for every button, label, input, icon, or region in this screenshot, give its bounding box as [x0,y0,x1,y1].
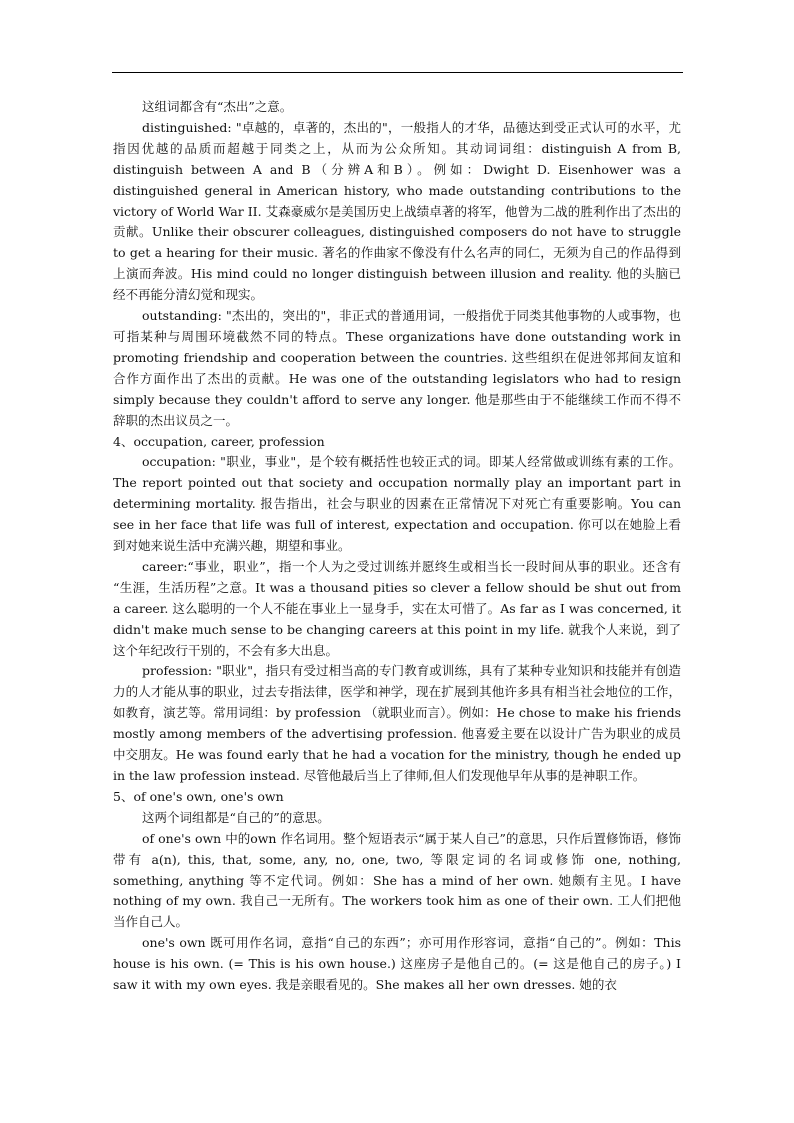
paragraph-of-ones-own: of one's own 中的own 作名词用。整个短语表示“属于某人自己”的意思，只作后置修饰语，修饰带有 a(n), this, that, some, any, no, one, two, 等限定词的名词或修饰 one, nothing, something, anything 等不定代词。例如：She has a mind of her own. 她颇有主见。I have nothing of my own. 我自己一无所有。The workers took him as one of their own. 工人们把他当作自己人。 [113,830,681,930]
paragraph-intro: 这组词都含有“杰出”之意。 [142,99,293,114]
paragraph-distinguished: distinguished: "卓越的，卓著的，杰出的"，一般指人的才华，品德达到受正式认可的水平，尤指因优越的品质而超越于同类之上，从而为公众所知。其动词词组：distinguish A from B, distinguish between A and B（分辨A和B）。例如：Dwight D. Eisenhower was a distinguished general in American history, who made outstanding contributions to the victory of World War II. 艾森豪威尔是美国历史上战绩卓著的将军，他曾为二战的胜利作出了杰出的贡献。Unlike their obscurer colleagues, distinguished composers do not have to struggle to get a hearing for their music. 著名的作曲家不像没有什么名声的同仁，无须为自己的作品得到上演而奔波。His mind could no longer distinguish between illusion and reality. 他的头脑已经不再能分清幻觉和现实。 [113,119,681,303]
paragraph-career: career:“事业，职业”，指一个人为之受过训练并愿终生或相当长一段时间从事的职业。还含有 “生涯，生活历程”之意。It was a thousand pities so clever a fellow should be shut out from a career. 这么聪明的一个人不能在事业上一显身手，实在太可惜了。As far as I was concerned, it didn't make much sense to be changing careers at this point in my life. 就我个人来说，到了这个年纪改行干别的，不会有多大出息。 [113,558,681,658]
document-body [113,97,681,996]
header-rule [112,72,683,73]
paragraph-own-intro: 这两个词组都是“自己的”的意思。 [142,809,330,825]
section-heading-4: 4、occupation, career, profession [113,433,325,449]
paragraph-outstanding: outstanding: "杰出的，突出的"，非正式的普通用词，一般指优于同类其他事物的人或事物，也可指某种与周围环境截然不同的特点。These organizations have done outstanding work in promoting friendship and cooperation between the countries. 这些组织在促进邻邦间友谊和合作方面作出了杰出的贡献。He was one of the outstanding legislators who had to resign simply because they couldn't afford to serve any longer. 他是那些由于不能继续工作而不得不辞职的杰出议员之一。 [113,308,681,428]
paragraph-occupation: occupation: "职业，事业"，是个较有概括性也较正式的词。即某人经常做或训练有素的工作。The report pointed out that society and occupation normally play an important part in determining mortality. 报告指出，社会与职业的因素在正常情况下对死亡有重要影响。You can see in her face that life was full of interest, expectation and occupation. 你可以在她脸上看到对她来说生活中充满兴趣，期望和事业。 [113,454,681,554]
paragraph-profession: profession: "职业"，指只有受过相当高的专门教育或训练，具有了某种专业知识和技能并有创造力的人才能从事的职业，过去专指法律，医学和神学，现在扩展到其他许多具有相当社会地位的工作，如教育，演艺等。常用词组：by profession （就职业而言）。例如：He chose to make his friends mostly among members of the advertising profession. 他喜爱主要在以设计广告为职业的成员中交朋友。He was found early that he had a vocation for the ministry, though he ended up in the law profession instead. 尽管他最后当上了律师,但人们发现他早年从事的是神职工作。 [113,663,681,783]
section-heading-5: 5、of one's own, one's own [113,788,284,804]
paragraph-ones-own: one's own 既可用作名词，意指“自己的东西”；亦可用作形容词，意指“自己的”。例如：This house is his own. (= This is his own house.) 这座房子是他自己的。(= 这是他自己的房子。) I saw it with my own eyes. 我是亲眼看见的。She makes all her own dresses. 她的衣 [113,935,681,993]
